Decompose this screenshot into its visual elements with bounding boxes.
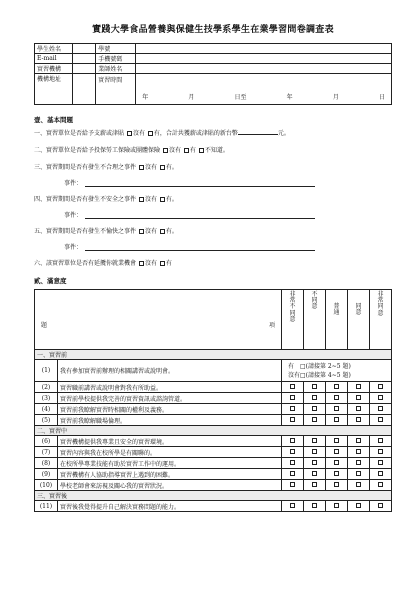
q2-strongly-disagree-checkbox[interactable]: [290, 384, 295, 389]
q2-strongly-agree-checkbox[interactable]: [378, 384, 383, 389]
q9-disagree-checkbox[interactable]: [312, 471, 317, 476]
q5-agree-checkbox[interactable]: [356, 417, 361, 422]
q6-disagree-checkbox[interactable]: [312, 438, 317, 443]
q11-strongly-disagree-checkbox[interactable]: [290, 503, 295, 508]
item-number: (7): [35, 447, 58, 458]
scale-char: 常: [289, 297, 296, 305]
day-start: 日至: [234, 94, 247, 101]
question-4: 四、實習期間是否有發生不安全之事件 沒有 有。: [34, 196, 178, 203]
rating-cell: [304, 436, 326, 447]
q7-strongly-disagree-checkbox[interactable]: [290, 449, 295, 454]
q11-neutral-checkbox[interactable]: [334, 503, 339, 508]
item-text: 在校所學專業技能有助於實習工作中的運用。: [58, 458, 282, 469]
rating-cell: [304, 415, 326, 426]
q10-neutral-checkbox[interactable]: [334, 482, 339, 487]
item-text: 實習機構提供我專業且安全的實習環境。: [58, 436, 282, 447]
scale-strongly-agree: [370, 290, 392, 350]
q3-no-checkbox[interactable]: [139, 165, 144, 170]
q6-yes-checkbox[interactable]: [160, 261, 165, 266]
q7-neutral-checkbox[interactable]: [334, 449, 339, 454]
q4-event-row: 事件：: [64, 210, 392, 219]
q2-neutral-checkbox[interactable]: [334, 384, 339, 389]
rating-cell: [326, 458, 348, 469]
rating-cell: [370, 480, 392, 491]
item-number: (1): [35, 360, 58, 382]
rating-cell: [326, 404, 348, 415]
rating-cell: [370, 469, 392, 480]
item-number: (2): [35, 382, 58, 393]
rating-cell: [282, 415, 304, 426]
item-text: 實習前我瞭解實習時相關的權利及義務。: [58, 404, 282, 415]
q3-event-field[interactable]: [85, 179, 315, 187]
rating-cell: [348, 382, 370, 393]
q3-neutral-checkbox[interactable]: [334, 395, 339, 400]
rating-cell: [304, 458, 326, 469]
item-text: 實習前我瞭解職場倫理。: [58, 415, 282, 426]
q9-agree-checkbox[interactable]: [356, 471, 361, 476]
q4-agree-checkbox[interactable]: [356, 406, 361, 411]
q11-agree-checkbox[interactable]: [356, 503, 361, 508]
q2-disagree-checkbox[interactable]: [312, 384, 317, 389]
scale-char: 同: [311, 297, 318, 305]
scale-char: 普: [333, 303, 340, 310]
day-end: 日: [378, 94, 385, 101]
year-end: 年: [286, 94, 293, 101]
rating-cell: [326, 469, 348, 480]
month-start: 月: [188, 94, 195, 101]
item-text: 實習機構有人協助指導實習上遇到的困難。: [58, 469, 282, 480]
q9-neutral-checkbox[interactable]: [334, 471, 339, 476]
form-title: 實踐大學食品營養與保健生技學系學生在業學習問卷調查表: [92, 25, 334, 35]
rating-cell: [326, 382, 348, 393]
scale-char: 意: [355, 309, 362, 317]
rating-cell: [282, 382, 304, 393]
q7-agree-checkbox[interactable]: [356, 449, 361, 454]
q3-strongly-disagree-checkbox[interactable]: [290, 395, 295, 400]
satisfaction-table: [34, 289, 392, 512]
q10-strongly-agree-checkbox[interactable]: [378, 482, 383, 487]
rating-cell: [326, 415, 348, 426]
rating-cell: [326, 393, 348, 404]
item-number: (3): [35, 393, 58, 404]
q8-disagree-checkbox[interactable]: [312, 460, 317, 465]
item-text: 學校老師會來訪視及關心我的實習狀況。: [58, 480, 282, 491]
rating-cell: [304, 404, 326, 415]
q1-options: [282, 360, 392, 382]
mobile-label: 手機號碼: [96, 54, 136, 64]
q10-strongly-disagree-checkbox[interactable]: [290, 482, 295, 487]
group-before: 一、實習前: [35, 350, 392, 360]
q1-option-no[interactable]: 沒有□(請接第 4~5 題): [288, 371, 351, 379]
q5-disagree-checkbox[interactable]: [312, 417, 317, 422]
rating-cell: [370, 415, 392, 426]
rating-cell: [370, 458, 392, 469]
q2-unknown-checkbox[interactable]: [199, 148, 204, 153]
q6-strongly-agree-checkbox[interactable]: [378, 438, 383, 443]
mobile-field[interactable]: [136, 54, 392, 64]
rating-cell: [370, 393, 392, 404]
q1-no-checkbox[interactable]: [127, 131, 132, 136]
rating-cell: [282, 469, 304, 480]
q5-no-checkbox[interactable]: [139, 229, 144, 234]
q6-neutral-checkbox[interactable]: [334, 438, 339, 443]
rating-cell: [282, 393, 304, 404]
rating-cell: [370, 404, 392, 415]
item-text: 實習前學校提供我完善的實習資訊或諮詢管道。: [58, 393, 282, 404]
scale-char: 不: [289, 303, 296, 311]
rating-cell: [304, 480, 326, 491]
year-start: 年: [142, 94, 149, 101]
item-header: 題 項: [35, 290, 282, 350]
q5-event-field[interactable]: [85, 243, 315, 251]
q8-strongly-disagree-checkbox[interactable]: [290, 460, 295, 465]
item-number: (5): [35, 415, 58, 426]
q8-strongly-agree-checkbox[interactable]: [378, 460, 383, 465]
q5-yes-checkbox[interactable]: [160, 229, 165, 234]
q3-disagree-checkbox[interactable]: [312, 395, 317, 400]
q3-agree-checkbox[interactable]: [356, 395, 361, 400]
rating-cell: [348, 458, 370, 469]
item-text: 實習內容與我在校所學是有關聯的。: [58, 447, 282, 458]
group-during: 二、實習中: [35, 426, 392, 436]
q4-strongly-disagree-checkbox[interactable]: [290, 406, 295, 411]
period-field[interactable]: [136, 74, 392, 105]
item-text: 實習後我覺得提升自己解決實務問題的能力。: [58, 501, 282, 512]
item-number: (8): [35, 458, 58, 469]
rating-cell: [326, 501, 348, 512]
rating-cell: [282, 447, 304, 458]
rating-cell: [326, 447, 348, 458]
org-field[interactable]: [73, 64, 96, 74]
scale-char: 非: [289, 291, 296, 298]
q4-yes-checkbox[interactable]: [160, 197, 165, 202]
question-5: 五、實習期間是否有發生不愉快之事件 沒有 有。: [34, 228, 178, 235]
rating-cell: [370, 436, 392, 447]
rating-cell: [326, 436, 348, 447]
rating-cell: [326, 480, 348, 491]
q3-event-row: 事件：: [64, 178, 392, 187]
part1-heading: 壹、基本問題: [34, 116, 73, 124]
q8-agree-checkbox[interactable]: [356, 460, 361, 465]
scale-strongly-disagree: [282, 290, 304, 350]
item-number: (4): [35, 404, 58, 415]
q1-amount-field[interactable]: [238, 128, 278, 135]
scale-char: 不: [311, 291, 318, 298]
rating-cell: [348, 393, 370, 404]
q4-disagree-checkbox[interactable]: [312, 406, 317, 411]
q6-no-checkbox[interactable]: [139, 261, 144, 266]
scale-char: 同: [289, 309, 296, 317]
rating-cell: [304, 393, 326, 404]
address-field[interactable]: [73, 74, 96, 105]
group-after: 三、實習後: [35, 491, 392, 501]
rating-cell: [304, 447, 326, 458]
q1-yes-checkbox[interactable]: [148, 131, 153, 136]
q4-strongly-agree-checkbox[interactable]: [378, 406, 383, 411]
rating-cell: [304, 469, 326, 480]
q3-yes-checkbox[interactable]: [160, 165, 165, 170]
rating-cell: [348, 415, 370, 426]
q2-agree-checkbox[interactable]: [356, 384, 361, 389]
supervisor-field[interactable]: [136, 64, 392, 74]
rating-cell: [348, 480, 370, 491]
period-date-row: [138, 92, 389, 101]
rating-cell: [348, 501, 370, 512]
rating-cell: [282, 436, 304, 447]
rating-cell: [282, 404, 304, 415]
rating-cell: [304, 382, 326, 393]
item-number: (11): [35, 501, 58, 512]
scale-neutral: [326, 290, 348, 350]
q3-strongly-agree-checkbox[interactable]: [378, 395, 383, 400]
q10-disagree-checkbox[interactable]: [312, 482, 317, 487]
student-name-label: 學生姓名: [35, 44, 73, 54]
scale-char: 意: [311, 303, 318, 311]
q4-no-checkbox[interactable]: [139, 197, 144, 202]
item-number: (10): [35, 480, 58, 491]
month-end: 月: [332, 94, 339, 101]
scale-char: 意: [377, 309, 384, 317]
q5-strongly-agree-checkbox[interactable]: [378, 417, 383, 422]
rating-cell: [348, 469, 370, 480]
q11-disagree-checkbox[interactable]: [312, 503, 317, 508]
scale-char: 通: [333, 309, 340, 317]
rating-cell: [304, 501, 326, 512]
rating-cell: [282, 480, 304, 491]
scale-char: 非: [377, 291, 384, 298]
part2-heading: 貳、滿意度: [34, 277, 67, 285]
scale-char: 常: [377, 297, 384, 305]
scale-char: 同: [355, 303, 362, 310]
question-6: 六、該實習單位是否有延攬你就業機會 沒有 有: [34, 260, 172, 267]
item-text: 實習職前講習或說明會對我有所助益。: [58, 382, 282, 393]
q9-strongly-disagree-checkbox[interactable]: [290, 471, 295, 476]
question-1: 一、實習單位是否給予支薪或津貼 沒有 有，合計共獲薪或津貼的新台幣 元。: [34, 130, 290, 137]
email-field[interactable]: [73, 54, 96, 64]
q4-neutral-checkbox[interactable]: [334, 406, 339, 411]
q10-agree-checkbox[interactable]: [356, 482, 361, 487]
rating-cell: [348, 436, 370, 447]
question-2: 二、實習單位是否給予投保勞工保險或團體保險 沒有 有 不知道。: [34, 147, 229, 154]
org-label: 實習機構: [35, 64, 73, 74]
q6-agree-checkbox[interactable]: [356, 438, 361, 443]
question-3: 三、實習期間是否有發生不合理之事件 沒有 有。: [34, 164, 178, 171]
student-id-label: 學號: [96, 44, 136, 54]
email-label: E-mail: [35, 54, 73, 64]
q5-strongly-disagree-checkbox[interactable]: [290, 417, 295, 422]
q7-strongly-agree-checkbox[interactable]: [378, 449, 383, 454]
student-id-field[interactable]: [136, 44, 392, 54]
scale-disagree: [304, 290, 326, 350]
q1-option-yes[interactable]: 有 □(請接第 2~5 題): [288, 362, 351, 370]
q7-disagree-checkbox[interactable]: [312, 449, 317, 454]
item-number: (6): [35, 436, 58, 447]
item-number: (9): [35, 469, 58, 480]
rating-cell: [370, 501, 392, 512]
q6-strongly-disagree-checkbox[interactable]: [290, 438, 295, 443]
supervisor-label: 業師姓名: [96, 64, 136, 74]
rating-cell: [370, 382, 392, 393]
rating-cell: [282, 501, 304, 512]
student-name-field[interactable]: [73, 44, 96, 54]
scale-agree: [348, 290, 370, 350]
period-label: 實習時間: [96, 74, 136, 105]
scale-char: 同: [377, 303, 384, 311]
item-text: 我有參加實習前辦理的相關講習或說明會。: [58, 360, 282, 382]
scale-char: 意: [289, 315, 296, 323]
address-label: 機構地址: [35, 74, 73, 105]
rating-cell: [348, 447, 370, 458]
q2-yes-checkbox[interactable]: [184, 148, 189, 153]
student-info-table: [34, 43, 392, 105]
rating-cell: [370, 447, 392, 458]
rating-cell: [348, 404, 370, 415]
q5-event-row: 事件：: [64, 242, 392, 251]
q2-no-checkbox[interactable]: [163, 148, 168, 153]
q11-strongly-agree-checkbox[interactable]: [378, 503, 383, 508]
q8-neutral-checkbox[interactable]: [334, 460, 339, 465]
q9-strongly-agree-checkbox[interactable]: [378, 471, 383, 476]
q4-event-field[interactable]: [85, 211, 315, 219]
q5-neutral-checkbox[interactable]: [334, 417, 339, 422]
rating-cell: [282, 458, 304, 469]
